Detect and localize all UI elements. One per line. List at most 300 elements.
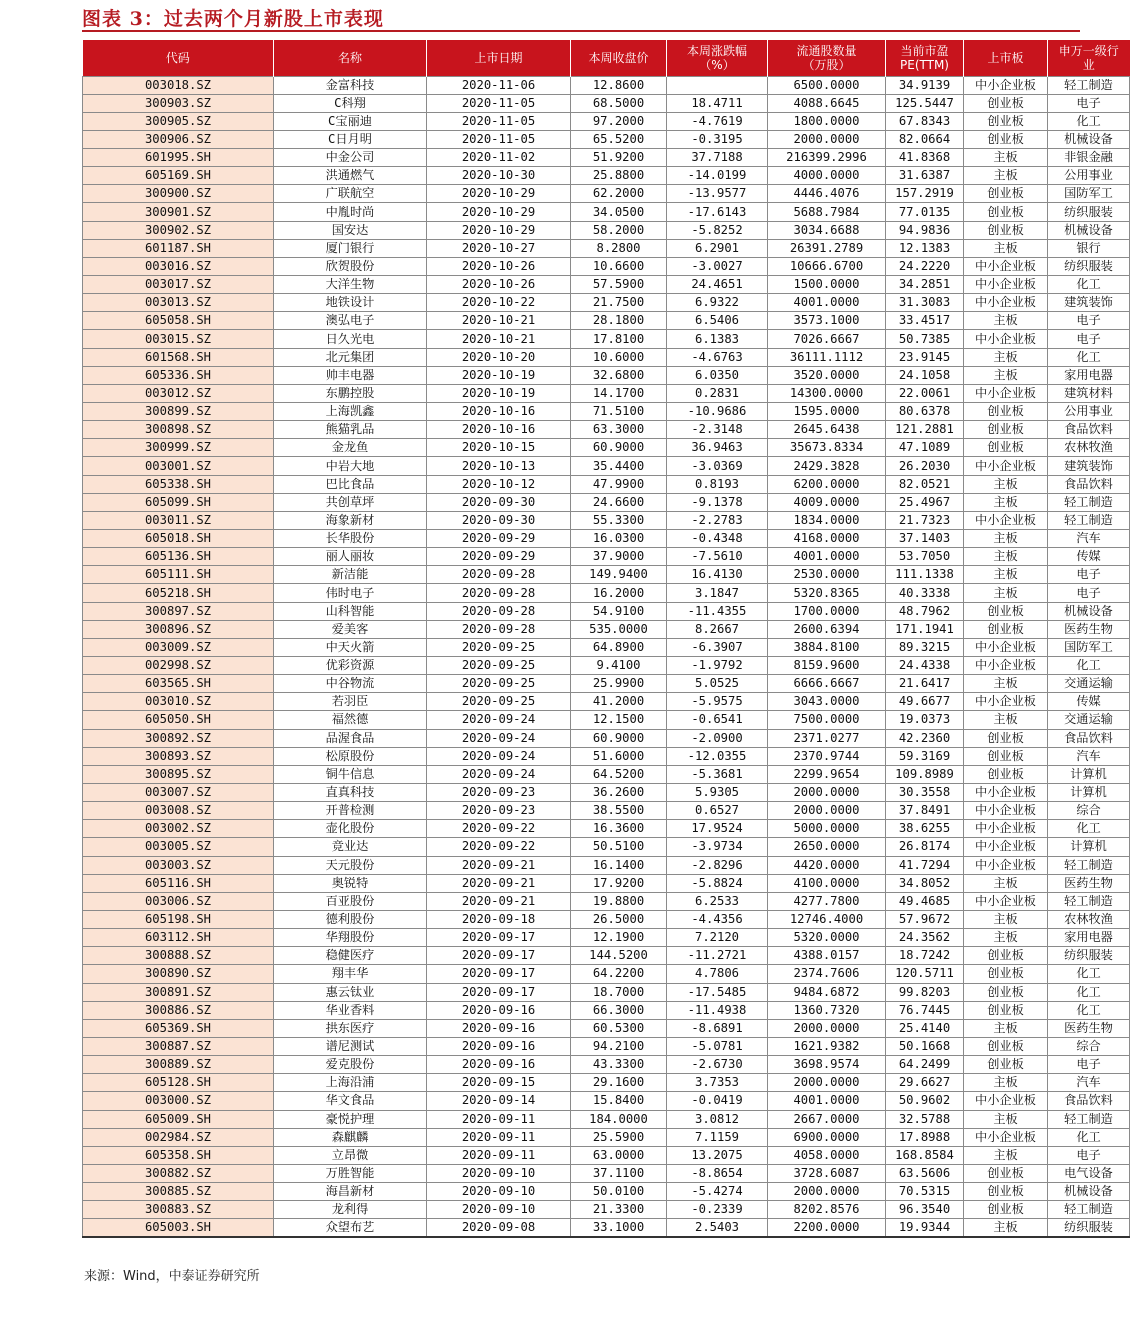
float-shares-cell: 4001.0000 <box>768 294 886 312</box>
close-price-cell: 17.9200 <box>571 874 667 892</box>
weekly-change-cell: -5.8252 <box>667 221 768 239</box>
listing-board-cell: 中小企业板 <box>964 257 1048 275</box>
weekly-change-cell: 24.4651 <box>667 276 768 294</box>
weekly-change-cell: 6.2901 <box>667 239 768 257</box>
listing-date-cell: 2020-09-16 <box>427 1056 571 1074</box>
listing-board-cell: 主板 <box>964 1019 1048 1037</box>
weekly-change-cell: -14.0199 <box>667 167 768 185</box>
close-price-cell: 25.9900 <box>571 675 667 693</box>
float-shares-cell: 3698.9574 <box>768 1056 886 1074</box>
listing-date-cell: 2020-09-18 <box>427 910 571 928</box>
sw-industry-cell: 传媒 <box>1048 548 1130 566</box>
stock-code-cell: 300890.SZ <box>83 965 274 983</box>
weekly-change-cell: 6.9322 <box>667 294 768 312</box>
close-price-cell: 10.6000 <box>571 348 667 366</box>
stock-code-cell: 300902.SZ <box>83 221 274 239</box>
listing-board-cell: 中小企业板 <box>964 838 1048 856</box>
listing-board-cell: 中小企业板 <box>964 783 1048 801</box>
sw-industry-cell: 轻工制造 <box>1048 511 1130 529</box>
listing-board-cell: 创业板 <box>964 94 1048 112</box>
table-row <box>83 1164 1130 1182</box>
sw-industry-cell: 化工 <box>1048 983 1130 1001</box>
listing-board-cell: 主板 <box>964 1146 1048 1164</box>
sw-industry-cell: 轻工制造 <box>1048 1110 1130 1128</box>
source-note: 来源：Wind，中泰证券研究所 <box>84 1269 260 1284</box>
table-row <box>83 294 1130 312</box>
sw-industry-cell: 化工 <box>1048 820 1130 838</box>
stock-name-cell: 澳弘电子 <box>274 312 427 330</box>
pe-ttm-cell: 82.0664 <box>886 130 964 148</box>
listing-board-cell: 中小企业板 <box>964 511 1048 529</box>
listing-date-cell: 2020-11-05 <box>427 112 571 130</box>
table-row <box>83 1201 1130 1219</box>
pe-ttm-cell: 34.8052 <box>886 874 964 892</box>
float-shares-cell: 1595.0000 <box>768 403 886 421</box>
sw-industry-cell: 食品饮料 <box>1048 475 1130 493</box>
stock-name-cell: 森麒麟 <box>274 1128 427 1146</box>
table-row <box>83 729 1130 747</box>
weekly-change-cell: 16.4130 <box>667 566 768 584</box>
float-shares-cell: 2667.0000 <box>768 1110 886 1128</box>
stock-name-cell: 万胜智能 <box>274 1164 427 1182</box>
float-shares-cell: 2000.0000 <box>768 1074 886 1092</box>
pe-ttm-cell: 33.4517 <box>886 312 964 330</box>
sw-industry-cell: 综合 <box>1048 802 1130 820</box>
stock-name-cell: 翔丰华 <box>274 965 427 983</box>
close-price-cell: 60.9000 <box>571 729 667 747</box>
stock-code-cell: 601568.SH <box>83 348 274 366</box>
sw-industry-cell: 轻工制造 <box>1048 76 1130 94</box>
stock-name-cell: 龙利得 <box>274 1201 427 1219</box>
float-shares-cell: 2370.9744 <box>768 747 886 765</box>
stock-code-cell: 605336.SH <box>83 366 274 384</box>
sw-industry-cell: 食品饮料 <box>1048 421 1130 439</box>
close-price-cell: 62.2000 <box>571 185 667 203</box>
stock-code-cell: 300891.SZ <box>83 983 274 1001</box>
listing-board-cell: 主板 <box>964 493 1048 511</box>
weekly-change-cell: -5.9575 <box>667 693 768 711</box>
float-shares-cell: 1360.7320 <box>768 1001 886 1019</box>
stock-name-cell: 铜牛信息 <box>274 765 427 783</box>
table-row <box>83 1110 1130 1128</box>
float-shares-cell: 4446.4076 <box>768 185 886 203</box>
stock-name-cell: 福然德 <box>274 711 427 729</box>
listing-board-cell: 主板 <box>964 149 1048 167</box>
close-price-cell: 64.8900 <box>571 638 667 656</box>
table-row <box>83 203 1130 221</box>
listing-board-cell: 主板 <box>964 312 1048 330</box>
pe-ttm-cell: 42.2360 <box>886 729 964 747</box>
stock-name-cell: 新洁能 <box>274 566 427 584</box>
sw-industry-cell: 家用电器 <box>1048 929 1130 947</box>
float-shares-cell: 2600.6394 <box>768 620 886 638</box>
table-header-row <box>83 40 1130 76</box>
stock-code-cell: 300903.SZ <box>83 94 274 112</box>
pe-ttm-cell: 168.8584 <box>886 1146 964 1164</box>
listing-board-cell: 创业板 <box>964 602 1048 620</box>
listing-date-cell: 2020-09-15 <box>427 1074 571 1092</box>
stock-name-cell: 大洋生物 <box>274 276 427 294</box>
stock-name-cell: 中天火箭 <box>274 638 427 656</box>
column-header: 名称 <box>274 40 427 76</box>
weekly-change-cell: -0.4348 <box>667 530 768 548</box>
close-price-cell: 16.2000 <box>571 584 667 602</box>
listing-date-cell: 2020-09-21 <box>427 874 571 892</box>
table-row <box>83 747 1130 765</box>
table-row <box>83 820 1130 838</box>
float-shares-cell: 2299.9654 <box>768 765 886 783</box>
table-row <box>83 421 1130 439</box>
sw-industry-cell: 医药生物 <box>1048 874 1130 892</box>
stock-code-cell: 300885.SZ <box>83 1183 274 1201</box>
table-row <box>83 874 1130 892</box>
float-shares-cell: 2000.0000 <box>768 130 886 148</box>
listing-board-cell: 主板 <box>964 475 1048 493</box>
stock-code-cell: 605058.SH <box>83 312 274 330</box>
close-price-cell: 535.0000 <box>571 620 667 638</box>
close-price-cell: 29.1600 <box>571 1074 667 1092</box>
stock-code-cell: 003005.SZ <box>83 838 274 856</box>
close-price-cell: 51.9200 <box>571 149 667 167</box>
table-row <box>83 239 1130 257</box>
close-price-cell: 21.7500 <box>571 294 667 312</box>
stock-code-cell: 002998.SZ <box>83 657 274 675</box>
listing-date-cell: 2020-09-11 <box>427 1146 571 1164</box>
float-shares-cell: 1500.0000 <box>768 276 886 294</box>
ipo-performance-table <box>82 40 1130 1238</box>
stock-code-cell: 300898.SZ <box>83 421 274 439</box>
listing-board-cell: 创业板 <box>964 1037 1048 1055</box>
stock-code-cell: 003007.SZ <box>83 783 274 801</box>
pe-ttm-cell: 89.3215 <box>886 638 964 656</box>
listing-board-cell: 主板 <box>964 874 1048 892</box>
stock-name-cell: 东鹏控股 <box>274 384 427 402</box>
float-shares-cell: 4168.0000 <box>768 530 886 548</box>
stock-name-cell: 海象新材 <box>274 511 427 529</box>
listing-board-cell: 中小企业板 <box>964 1092 1048 1110</box>
table-row <box>83 602 1130 620</box>
stock-name-cell: 厦门银行 <box>274 239 427 257</box>
close-price-cell: 26.5000 <box>571 910 667 928</box>
close-price-cell: 12.1500 <box>571 711 667 729</box>
close-price-cell: 65.5200 <box>571 130 667 148</box>
pe-ttm-cell: 34.2851 <box>886 276 964 294</box>
sw-industry-cell: 建筑材料 <box>1048 384 1130 402</box>
weekly-change-cell: 7.1159 <box>667 1128 768 1146</box>
float-shares-cell: 2000.0000 <box>768 1183 886 1201</box>
sw-industry-cell: 化工 <box>1048 1001 1130 1019</box>
sw-industry-cell: 化工 <box>1048 348 1130 366</box>
listing-board-cell: 创业板 <box>964 620 1048 638</box>
listing-date-cell: 2020-09-11 <box>427 1128 571 1146</box>
sw-industry-cell: 交通运输 <box>1048 675 1130 693</box>
table-row <box>83 566 1130 584</box>
close-price-cell: 94.2100 <box>571 1037 667 1055</box>
weekly-change-cell: -11.4938 <box>667 1001 768 1019</box>
table-row <box>83 221 1130 239</box>
weekly-change-cell: -11.4355 <box>667 602 768 620</box>
float-shares-cell: 8159.9600 <box>768 657 886 675</box>
close-price-cell: 184.0000 <box>571 1110 667 1128</box>
sw-industry-cell: 化工 <box>1048 1128 1130 1146</box>
pe-ttm-cell: 120.5711 <box>886 965 964 983</box>
listing-board-cell: 创业板 <box>964 403 1048 421</box>
listing-date-cell: 2020-10-21 <box>427 330 571 348</box>
float-shares-cell: 9484.6872 <box>768 983 886 1001</box>
listing-date-cell: 2020-10-16 <box>427 403 571 421</box>
pe-ttm-cell: 49.6677 <box>886 693 964 711</box>
stock-code-cell: 003012.SZ <box>83 384 274 402</box>
weekly-change-cell: 8.2667 <box>667 620 768 638</box>
pe-ttm-cell: 32.5788 <box>886 1110 964 1128</box>
listing-board-cell: 中小企业板 <box>964 892 1048 910</box>
weekly-change-cell: -3.9734 <box>667 838 768 856</box>
float-shares-cell: 4001.0000 <box>768 1092 886 1110</box>
sw-industry-cell: 汽车 <box>1048 1074 1130 1092</box>
listing-board-cell: 创业板 <box>964 983 1048 1001</box>
sw-industry-cell: 农林牧渔 <box>1048 910 1130 928</box>
table-row <box>83 257 1130 275</box>
stock-code-cell: 300892.SZ <box>83 729 274 747</box>
stock-name-cell: 华业香料 <box>274 1001 427 1019</box>
stock-code-cell: 003010.SZ <box>83 693 274 711</box>
pe-ttm-cell: 50.1668 <box>886 1037 964 1055</box>
stock-name-cell: 开普检测 <box>274 802 427 820</box>
stock-code-cell: 300896.SZ <box>83 620 274 638</box>
close-price-cell: 149.9400 <box>571 566 667 584</box>
sw-industry-cell: 电气设备 <box>1048 1164 1130 1182</box>
pe-ttm-cell: 125.5447 <box>886 94 964 112</box>
stock-code-cell: 605050.SH <box>83 711 274 729</box>
listing-date-cell: 2020-10-13 <box>427 457 571 475</box>
listing-date-cell: 2020-09-17 <box>427 983 571 1001</box>
float-shares-cell: 4001.0000 <box>768 548 886 566</box>
float-shares-cell: 1700.0000 <box>768 602 886 620</box>
close-price-cell: 36.2600 <box>571 783 667 801</box>
weekly-change-cell: 6.2533 <box>667 892 768 910</box>
listing-board-cell: 主板 <box>964 1219 1048 1238</box>
sw-industry-cell: 电子 <box>1048 312 1130 330</box>
sw-industry-cell: 纺织服装 <box>1048 947 1130 965</box>
pe-ttm-cell: 19.0373 <box>886 711 964 729</box>
float-shares-cell: 8202.8576 <box>768 1201 886 1219</box>
sw-industry-cell: 纺织服装 <box>1048 203 1130 221</box>
listing-board-cell: 中小企业板 <box>964 76 1048 94</box>
stock-name-cell: 金富科技 <box>274 76 427 94</box>
listing-board-cell: 主板 <box>964 711 1048 729</box>
stock-code-cell: 605218.SH <box>83 584 274 602</box>
table-row <box>83 475 1130 493</box>
stock-name-cell: 广联航空 <box>274 185 427 203</box>
listing-board-cell: 创业板 <box>964 112 1048 130</box>
listing-date-cell: 2020-09-30 <box>427 493 571 511</box>
listing-board-cell: 主板 <box>964 348 1048 366</box>
listing-date-cell: 2020-09-24 <box>427 729 571 747</box>
stock-code-cell: 300905.SZ <box>83 112 274 130</box>
close-price-cell: 34.0500 <box>571 203 667 221</box>
listing-date-cell: 2020-09-23 <box>427 802 571 820</box>
listing-board-cell: 主板 <box>964 548 1048 566</box>
listing-date-cell: 2020-09-29 <box>427 530 571 548</box>
sw-industry-cell: 医药生物 <box>1048 1019 1130 1037</box>
float-shares-cell: 3034.6688 <box>768 221 886 239</box>
stock-name-cell: 若羽臣 <box>274 693 427 711</box>
close-price-cell: 63.3000 <box>571 421 667 439</box>
sw-industry-cell: 轻工制造 <box>1048 493 1130 511</box>
stock-name-cell: 拱东医疗 <box>274 1019 427 1037</box>
stock-name-cell: 地铁设计 <box>274 294 427 312</box>
listing-date-cell: 2020-09-22 <box>427 838 571 856</box>
stock-code-cell: 603565.SH <box>83 675 274 693</box>
stock-code-cell: 605338.SH <box>83 475 274 493</box>
sw-industry-cell: 机械设备 <box>1048 130 1130 148</box>
stock-code-cell: 300882.SZ <box>83 1164 274 1182</box>
stock-name-cell: 众望布艺 <box>274 1219 427 1238</box>
column-header: 本周收盘价 <box>571 40 667 76</box>
close-price-cell: 12.1900 <box>571 929 667 947</box>
stock-code-cell: 605198.SH <box>83 910 274 928</box>
close-price-cell: 51.6000 <box>571 747 667 765</box>
sw-industry-cell: 公用事业 <box>1048 403 1130 421</box>
pe-ttm-cell: 25.4140 <box>886 1019 964 1037</box>
stock-name-cell: 山科智能 <box>274 602 427 620</box>
pe-ttm-cell: 70.5315 <box>886 1183 964 1201</box>
weekly-change-cell: -5.4274 <box>667 1183 768 1201</box>
table-row <box>83 149 1130 167</box>
listing-board-cell: 创业板 <box>964 185 1048 203</box>
sw-industry-cell: 食品饮料 <box>1048 1092 1130 1110</box>
table-row <box>83 348 1130 366</box>
sw-industry-cell: 传媒 <box>1048 693 1130 711</box>
stock-name-cell: 金龙鱼 <box>274 439 427 457</box>
listing-board-cell: 创业板 <box>964 1001 1048 1019</box>
stock-code-cell: 002984.SZ <box>83 1128 274 1146</box>
listing-date-cell: 2020-10-21 <box>427 312 571 330</box>
weekly-change-cell: -8.6891 <box>667 1019 768 1037</box>
stock-code-cell: 003018.SZ <box>83 76 274 94</box>
stock-name-cell: 豪悦护理 <box>274 1110 427 1128</box>
stock-code-cell: 300901.SZ <box>83 203 274 221</box>
stock-code-cell: 003013.SZ <box>83 294 274 312</box>
listing-board-cell: 创业板 <box>964 1056 1048 1074</box>
weekly-change-cell: 7.2120 <box>667 929 768 947</box>
close-price-cell: 25.5900 <box>571 1128 667 1146</box>
sw-industry-cell: 机械设备 <box>1048 221 1130 239</box>
listing-date-cell: 2020-09-25 <box>427 657 571 675</box>
listing-board-cell: 创业板 <box>964 965 1048 983</box>
listing-date-cell: 2020-11-05 <box>427 94 571 112</box>
weekly-change-cell: -5.3681 <box>667 765 768 783</box>
stock-name-cell: 爱克股份 <box>274 1056 427 1074</box>
float-shares-cell: 3884.8100 <box>768 638 886 656</box>
stock-code-cell: 605358.SH <box>83 1146 274 1164</box>
listing-date-cell: 2020-09-28 <box>427 566 571 584</box>
stock-code-cell: 601187.SH <box>83 239 274 257</box>
listing-date-cell: 2020-09-21 <box>427 892 571 910</box>
sw-industry-cell: 建筑装饰 <box>1048 457 1130 475</box>
listing-board-cell: 主板 <box>964 366 1048 384</box>
float-shares-cell: 36111.1112 <box>768 348 886 366</box>
float-shares-cell: 7026.6667 <box>768 330 886 348</box>
pe-ttm-cell: 121.2881 <box>886 421 964 439</box>
float-shares-cell: 3520.0000 <box>768 366 886 384</box>
stock-code-cell: 605111.SH <box>83 566 274 584</box>
weekly-change-cell: -17.5485 <box>667 983 768 1001</box>
weekly-change-cell: 6.1383 <box>667 330 768 348</box>
stock-code-cell: 605099.SH <box>83 493 274 511</box>
listing-board-cell: 主板 <box>964 1074 1048 1092</box>
close-price-cell: 15.8400 <box>571 1092 667 1110</box>
pe-ttm-cell: 37.8491 <box>886 802 964 820</box>
listing-date-cell: 2020-10-22 <box>427 294 571 312</box>
listing-date-cell: 2020-10-12 <box>427 475 571 493</box>
sw-industry-cell: 农林牧渔 <box>1048 439 1130 457</box>
weekly-change-cell: -11.2721 <box>667 947 768 965</box>
weekly-change-cell: 0.2831 <box>667 384 768 402</box>
weekly-change-cell: -4.4356 <box>667 910 768 928</box>
title-divider <box>82 30 1080 32</box>
close-price-cell: 97.2000 <box>571 112 667 130</box>
sw-industry-cell: 银行 <box>1048 239 1130 257</box>
sw-industry-cell: 交通运输 <box>1048 711 1130 729</box>
figure-title: 图表 3：过去两个月新股上市表现 <box>82 8 384 30</box>
stock-code-cell: 605018.SH <box>83 530 274 548</box>
stock-name-cell: 帅丰电器 <box>274 366 427 384</box>
float-shares-cell: 2650.0000 <box>768 838 886 856</box>
weekly-change-cell: 3.1847 <box>667 584 768 602</box>
close-price-cell: 28.1800 <box>571 312 667 330</box>
stock-name-cell: 北元集团 <box>274 348 427 366</box>
pe-ttm-cell: 49.4685 <box>886 892 964 910</box>
float-shares-cell: 10666.6700 <box>768 257 886 275</box>
close-price-cell: 66.3000 <box>571 1001 667 1019</box>
sw-industry-cell: 机械设备 <box>1048 1183 1130 1201</box>
weekly-change-cell: -9.1378 <box>667 493 768 511</box>
stock-name-cell: 国安达 <box>274 221 427 239</box>
stock-name-cell: 爱美客 <box>274 620 427 638</box>
sw-industry-cell: 电子 <box>1048 584 1130 602</box>
listing-board-cell: 中小企业板 <box>964 802 1048 820</box>
listing-date-cell: 2020-09-16 <box>427 1037 571 1055</box>
pe-ttm-cell: 26.2030 <box>886 457 964 475</box>
pe-ttm-cell: 12.1383 <box>886 239 964 257</box>
weekly-change-cell: -5.0781 <box>667 1037 768 1055</box>
stock-name-cell: 优彩资源 <box>274 657 427 675</box>
pe-ttm-cell: 24.2220 <box>886 257 964 275</box>
table-row <box>83 1074 1130 1092</box>
table-row <box>83 439 1130 457</box>
weekly-change-cell <box>667 76 768 94</box>
sw-industry-cell: 化工 <box>1048 112 1130 130</box>
stock-name-cell: 天元股份 <box>274 856 427 874</box>
pe-ttm-cell: 21.6417 <box>886 675 964 693</box>
float-shares-cell: 5320.0000 <box>768 929 886 947</box>
listing-date-cell: 2020-10-29 <box>427 203 571 221</box>
table-row <box>83 1092 1130 1110</box>
listing-board-cell: 创业板 <box>964 421 1048 439</box>
pe-ttm-cell: 59.3169 <box>886 747 964 765</box>
stock-code-cell: 300888.SZ <box>83 947 274 965</box>
close-price-cell: 12.8600 <box>571 76 667 94</box>
stock-name-cell: 立昂微 <box>274 1146 427 1164</box>
table-row <box>83 1056 1130 1074</box>
listing-date-cell: 2020-09-23 <box>427 783 571 801</box>
close-price-cell: 63.0000 <box>571 1146 667 1164</box>
weekly-change-cell: 6.5406 <box>667 312 768 330</box>
stock-name-cell: 奥锐特 <box>274 874 427 892</box>
table-row <box>83 384 1130 402</box>
pe-ttm-cell: 57.9672 <box>886 910 964 928</box>
